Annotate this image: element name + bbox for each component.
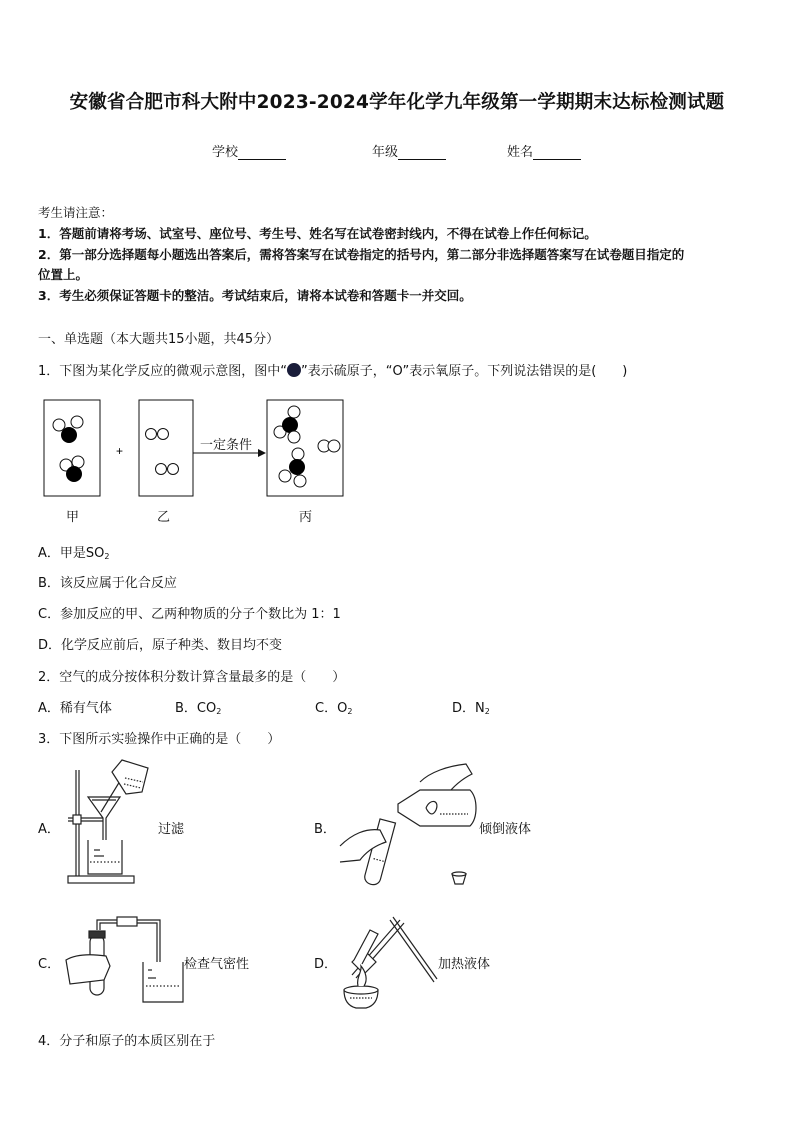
section-heading: 一、单选题（本大题共15小题，共45分） xyxy=(38,332,280,347)
q3-option-c-letter: C． xyxy=(38,957,61,972)
q2-option-c-sub: 2 xyxy=(347,707,353,716)
q2-option-d-sub: 2 xyxy=(484,707,490,716)
notice-item-3: 3．考生必须保证答题卡的整洁。考试结束后，请将本试卷和答题卡一并交回。 xyxy=(38,288,472,303)
notice-heading: 考生请注意： xyxy=(38,205,114,220)
grade-field xyxy=(372,141,446,160)
q1-option-a-text: A．甲是SO xyxy=(38,546,105,561)
school-field xyxy=(212,141,286,160)
q3-option-b-text: 倾倒液体 xyxy=(479,822,532,837)
name-field xyxy=(507,141,581,160)
school-label: 学校 xyxy=(212,145,239,160)
q3-option-d-text: 加热液体 xyxy=(438,957,491,972)
q2-option-c-text: C．O xyxy=(315,701,348,716)
svg-text:+: + xyxy=(116,444,124,458)
q1-option-c: C．参加反应的甲、乙两种物质的分子个数比为 1：1 xyxy=(38,607,341,622)
q3-stem: 3．下图所示实验操作中正确的是（ ） xyxy=(38,732,281,747)
q2-option-c xyxy=(315,697,352,716)
q3-option-c-text: 检查气密性 xyxy=(184,957,250,972)
notice-item-2: 2．第一部分选择题每小题选出答案后，需将答案写在试卷指定的括号内，第二部分非选择题答案写在试卷题目指定的 xyxy=(38,247,685,262)
label-yi: 乙 xyxy=(157,510,171,525)
exam-title: 安徽省合肥市科大附中2023-2024学年化学九年级第一学期期末达标检测试题 xyxy=(69,92,725,113)
q2-option-b-sub: 2 xyxy=(216,707,222,716)
grade-label: 年级 xyxy=(372,145,399,160)
q2-option-b-text: B．CO xyxy=(175,701,217,716)
school-blank xyxy=(238,146,286,160)
q2-option-a: A．稀有气体 xyxy=(38,701,112,716)
q4-stem: 4．分子和原子的本质区别在于 xyxy=(38,1034,216,1049)
reaction-condition: 一定条件 xyxy=(200,438,253,453)
notice-item-2-cont: 位置上。 xyxy=(38,267,89,282)
grade-blank xyxy=(398,146,446,160)
q2-option-b xyxy=(175,697,221,716)
box-yi xyxy=(139,400,193,496)
notice-item-1: 1．答题前请将考场、试室号、座位号、考生号、姓名写在试卷密封线内，不得在试卷上作任何标记。 xyxy=(38,226,597,241)
q2-option-d xyxy=(452,697,490,716)
sulfur-atom-icon xyxy=(287,363,301,377)
q1-option-d: D．化学反应前后，原子种类、数目均不变 xyxy=(38,638,283,653)
q2-stem: 2．空气的成分按体积分数计算含量最多的是（ ） xyxy=(38,670,346,685)
q1-stem-part2: ”表示硫原子，“O”表示氧原子。下列说法错误的是( ) xyxy=(301,364,628,379)
q1-stem xyxy=(38,360,627,379)
q2-option-d-text: D．N xyxy=(452,701,485,716)
q1-option-b: B．该反应属于化合反应 xyxy=(38,576,177,591)
name-blank xyxy=(533,146,581,160)
label-bing: 丙 xyxy=(299,510,313,525)
q1-option-a-sub: 2 xyxy=(104,552,110,561)
q3-option-a-letter: A． xyxy=(38,822,60,837)
q3-option-d-letter: D． xyxy=(314,957,338,972)
q1-option-a xyxy=(38,542,109,561)
box-jia xyxy=(44,400,100,496)
q3-option-b-letter: B． xyxy=(314,822,336,837)
name-label: 姓名 xyxy=(507,145,534,160)
q3-option-a-text: 过滤 xyxy=(158,822,185,837)
q1-stem-part1: 1．下图为某化学反应的微观示意图，图中“ xyxy=(38,364,288,379)
box-bing xyxy=(267,400,343,496)
label-jia: 甲 xyxy=(66,510,80,525)
